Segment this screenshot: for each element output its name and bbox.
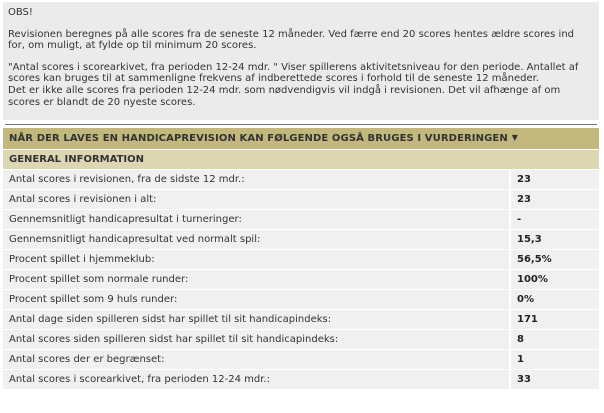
table-row bbox=[3, 170, 599, 190]
row-value: 23 bbox=[510, 170, 599, 190]
row-label: Antal scores i scorearkivet, fra perioden 12-24 mdr.: bbox=[3, 370, 510, 390]
row-value: 15,3 bbox=[510, 230, 599, 250]
row-value: 8 bbox=[510, 330, 599, 350]
table-row bbox=[3, 330, 599, 350]
notice-box bbox=[3, 2, 599, 120]
table-row bbox=[3, 210, 599, 230]
table-row bbox=[3, 250, 599, 270]
row-label: Antal scores i revisionen i alt: bbox=[3, 190, 510, 210]
row-value: 0% bbox=[510, 290, 599, 310]
table-row bbox=[3, 230, 599, 250]
row-value: 23 bbox=[510, 190, 599, 210]
row-label: Procent spillet i hjemmeklub: bbox=[3, 250, 510, 270]
general-information-table bbox=[3, 170, 599, 390]
table-row bbox=[3, 310, 599, 330]
row-label: Antal dage siden spilleren sidst har spillet til sit handicapindeks: bbox=[3, 310, 510, 330]
table-row bbox=[3, 370, 599, 390]
row-label: Gennemsnitligt handicapresultat i turneringer: bbox=[3, 210, 510, 230]
notice-paragraph-1: Revisionen beregnes på alle scores fra de seneste 12 måneder. Ved færre end 20 scores hentes ældre scores ind for, om muligt, at fylde op til minimum 20 scores. bbox=[8, 28, 575, 52]
row-label: Antal scores siden spilleren sidst har spillet til sit handicapindeks: bbox=[3, 330, 510, 350]
notice-paragraph-2-line-1: "Antal scores i scorearkivet, fra perioden 12-24 mdr. " Viser spillerens aktivitetsniveau for den periode. Antallet af scores kan bruges til at sammenligne frekvens af indberettede scores i forhold til de seneste 12 måneder. bbox=[8, 61, 579, 85]
handicap-revision-section-toggle[interactable] bbox=[3, 128, 599, 149]
row-label: Antal scores i revisionen, fra de sidste 12 mdr.: bbox=[3, 170, 510, 190]
row-value: 171 bbox=[510, 310, 599, 330]
table-row bbox=[3, 270, 599, 290]
notice-title: OBS! bbox=[8, 7, 33, 18]
table-row bbox=[3, 290, 599, 310]
table-row bbox=[3, 350, 599, 370]
row-label: Procent spillet som 9 huls runder: bbox=[3, 290, 510, 310]
section-title: NÅR DER LAVES EN HANDICAPREVISION KAN FØLGENDE OGSÅ BRUGES I VURDERINGEN bbox=[9, 133, 508, 144]
row-value: 56,5% bbox=[510, 250, 599, 270]
row-label: Gennemsnitligt handicapresultat ved normalt spil: bbox=[3, 230, 510, 250]
row-value: 33 bbox=[510, 370, 599, 390]
row-label: Antal scores der er begrænset: bbox=[3, 350, 510, 370]
row-label: Procent spillet som normale runder: bbox=[3, 270, 510, 290]
notice-spacer bbox=[8, 19, 594, 29]
table-row bbox=[3, 190, 599, 210]
divider bbox=[5, 124, 597, 125]
chevron-down-icon[interactable]: ▼ bbox=[511, 133, 519, 142]
general-information-header: GENERAL INFORMATION bbox=[3, 150, 599, 169]
notice-spacer bbox=[8, 52, 594, 62]
notice-paragraph-2-line-2: Det er ikke alle scores fra perioden 12-24 mdr. som nødvendigvis vil indgå i revisionen. Det vil afhænge af om scores er blandt de 20 nyeste scores. bbox=[8, 84, 561, 108]
row-value: - bbox=[510, 210, 599, 230]
row-value: 100% bbox=[510, 270, 599, 290]
row-value: 1 bbox=[510, 350, 599, 370]
